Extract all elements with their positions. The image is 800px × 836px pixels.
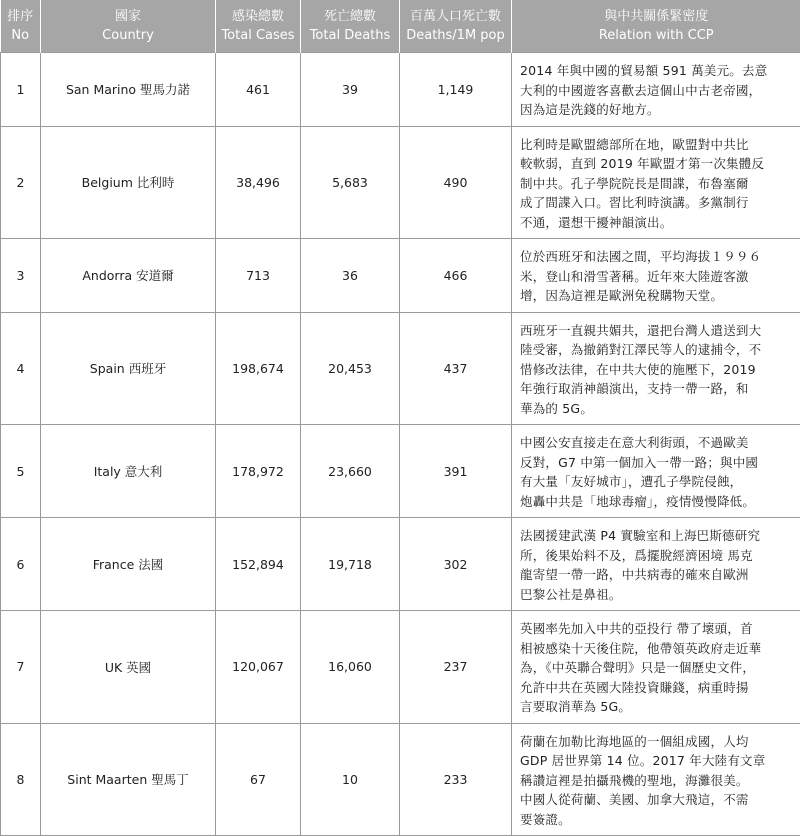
total-deaths-cell: 10 [301,723,400,836]
relation-cell: 比利時是歐盟總部所在地，歐盟對中共比 較軟弱，直到 2019 年歐盟才第一次集體反 制中共。孔子學院院長是間諜，布魯塞爾 成了間諜入口。習比利時演講。多黨制行 不通，還想干擾神韻演出。 [512,126,800,239]
total-deaths-cell: 23,660 [301,425,400,518]
total-deaths-cell: 19,718 [301,518,400,611]
deaths-per-million-cell: 237 [400,611,512,724]
total-cases-cell: 713 [216,239,301,313]
total-deaths-cell: 16,060 [301,611,400,724]
header-total-cases: 感染總數 Total Cases [216,0,301,53]
country-cell: Sint Maarten 聖馬丁 [41,723,216,836]
country-cell: Spain 西班牙 [41,312,216,425]
relation-cell: 荷蘭在加勒比海地區的一個組成國，人均 GDP 居世界第 14 位。2017 年大陸有文章 稱讚這裡是拍攝飛機的聖地，海灘很美。 中國人從荷蘭、美國、加拿大飛這，不需 要簽證。 [512,723,800,836]
total-cases-cell: 152,894 [216,518,301,611]
deaths-per-million-cell: 466 [400,239,512,313]
deaths-per-million-cell: 437 [400,312,512,425]
relation-cell: 中國公安直接走在意大利街頭，不過歐美 反對，G7 中第一個加入一帶一路；與中國 有大量「友好城市」，遭孔子學院侵蝕， 炮轟中共是「地球毒瘤」，疫情慢慢降低。 [512,425,800,518]
country-cell: UK 英國 [41,611,216,724]
deaths-per-million-cell: 490 [400,126,512,239]
total-deaths-cell: 20,453 [301,312,400,425]
total-cases-cell: 120,067 [216,611,301,724]
total-deaths-cell: 36 [301,239,400,313]
rank-cell: 7 [1,611,41,724]
rank-cell: 8 [1,723,41,836]
header-total-deaths: 死亡總數 Total Deaths [301,0,400,53]
header-rank: 排序 No [1,0,41,53]
relation-cell: 2014 年與中國的貿易額 591 萬美元。去意 大利的中國遊客喜歡去這個山中古老帝國， 因為這是洗錢的好地方。 [512,53,800,127]
relation-cell: 西班牙一直親共媚共，還把台灣人遣送到大 陸受審，為撤銷對江澤民等人的逮捕令，不 惜修改法律，在中共大使的施壓下，2019 年強行取消神韻演出，支持一帶一路，和 華為的 5G。 [512,312,800,425]
deaths-per-million-cell: 391 [400,425,512,518]
header-row [1,0,800,53]
table-row [1,425,800,518]
total-deaths-cell: 39 [301,53,400,127]
country-cell: Andorra 安道爾 [41,239,216,313]
rank-cell: 1 [1,53,41,127]
table-row [1,312,800,425]
table-row [1,53,800,127]
country-cell: San Marino 聖馬力諾 [41,53,216,127]
header-relation: 與中共關係緊密度 Relation with CCP [512,0,800,53]
relation-cell: 位於西班牙和法國之間，平均海拔１９９６ 米，登山和滑雪著稱。近年來大陸遊客激 增，因為這裡是歐洲免稅購物天堂。 [512,239,800,313]
rank-cell: 6 [1,518,41,611]
total-deaths-cell: 5,683 [301,126,400,239]
table-row [1,611,800,724]
table-header [1,0,800,53]
table-row [1,518,800,611]
country-cell: Italy 意大利 [41,425,216,518]
deaths-per-million-cell: 302 [400,518,512,611]
total-cases-cell: 38,496 [216,126,301,239]
rank-cell: 2 [1,126,41,239]
table-body [1,53,800,836]
country-cell: France 法國 [41,518,216,611]
total-cases-cell: 198,674 [216,312,301,425]
table-row [1,126,800,239]
country-cell: Belgium 比利時 [41,126,216,239]
header-deaths-per-million: 百萬人口死亡數 Deaths/1M pop [400,0,512,53]
total-cases-cell: 67 [216,723,301,836]
rank-cell: 5 [1,425,41,518]
header-country: 國家 Country [41,0,216,53]
relation-cell: 英國率先加入中共的亞投行 帶了壞頭，首 相被感染十天後住院，他帶領英政府走近華 為，《中英聯合聲明》只是一個歷史文件， 允許中共在英國大陸投資賺錢，病重時揚 言要取消華為 5G。 [512,611,800,724]
rank-cell: 4 [1,312,41,425]
total-cases-cell: 178,972 [216,425,301,518]
deaths-per-million-cell: 233 [400,723,512,836]
deaths-per-million-cell: 1,149 [400,53,512,127]
total-cases-cell: 461 [216,53,301,127]
table-row [1,239,800,313]
table-row [1,723,800,836]
rank-cell: 3 [1,239,41,313]
relation-cell: 法國援建武漢 P4 實驗室和上海巴斯德研究 所，後果始料不及，爲擺脫經濟困境 馬克 龍寄望一帶一路，中共病毒的確來自歐洲 巴黎公社是鼻祖。 [512,518,800,611]
